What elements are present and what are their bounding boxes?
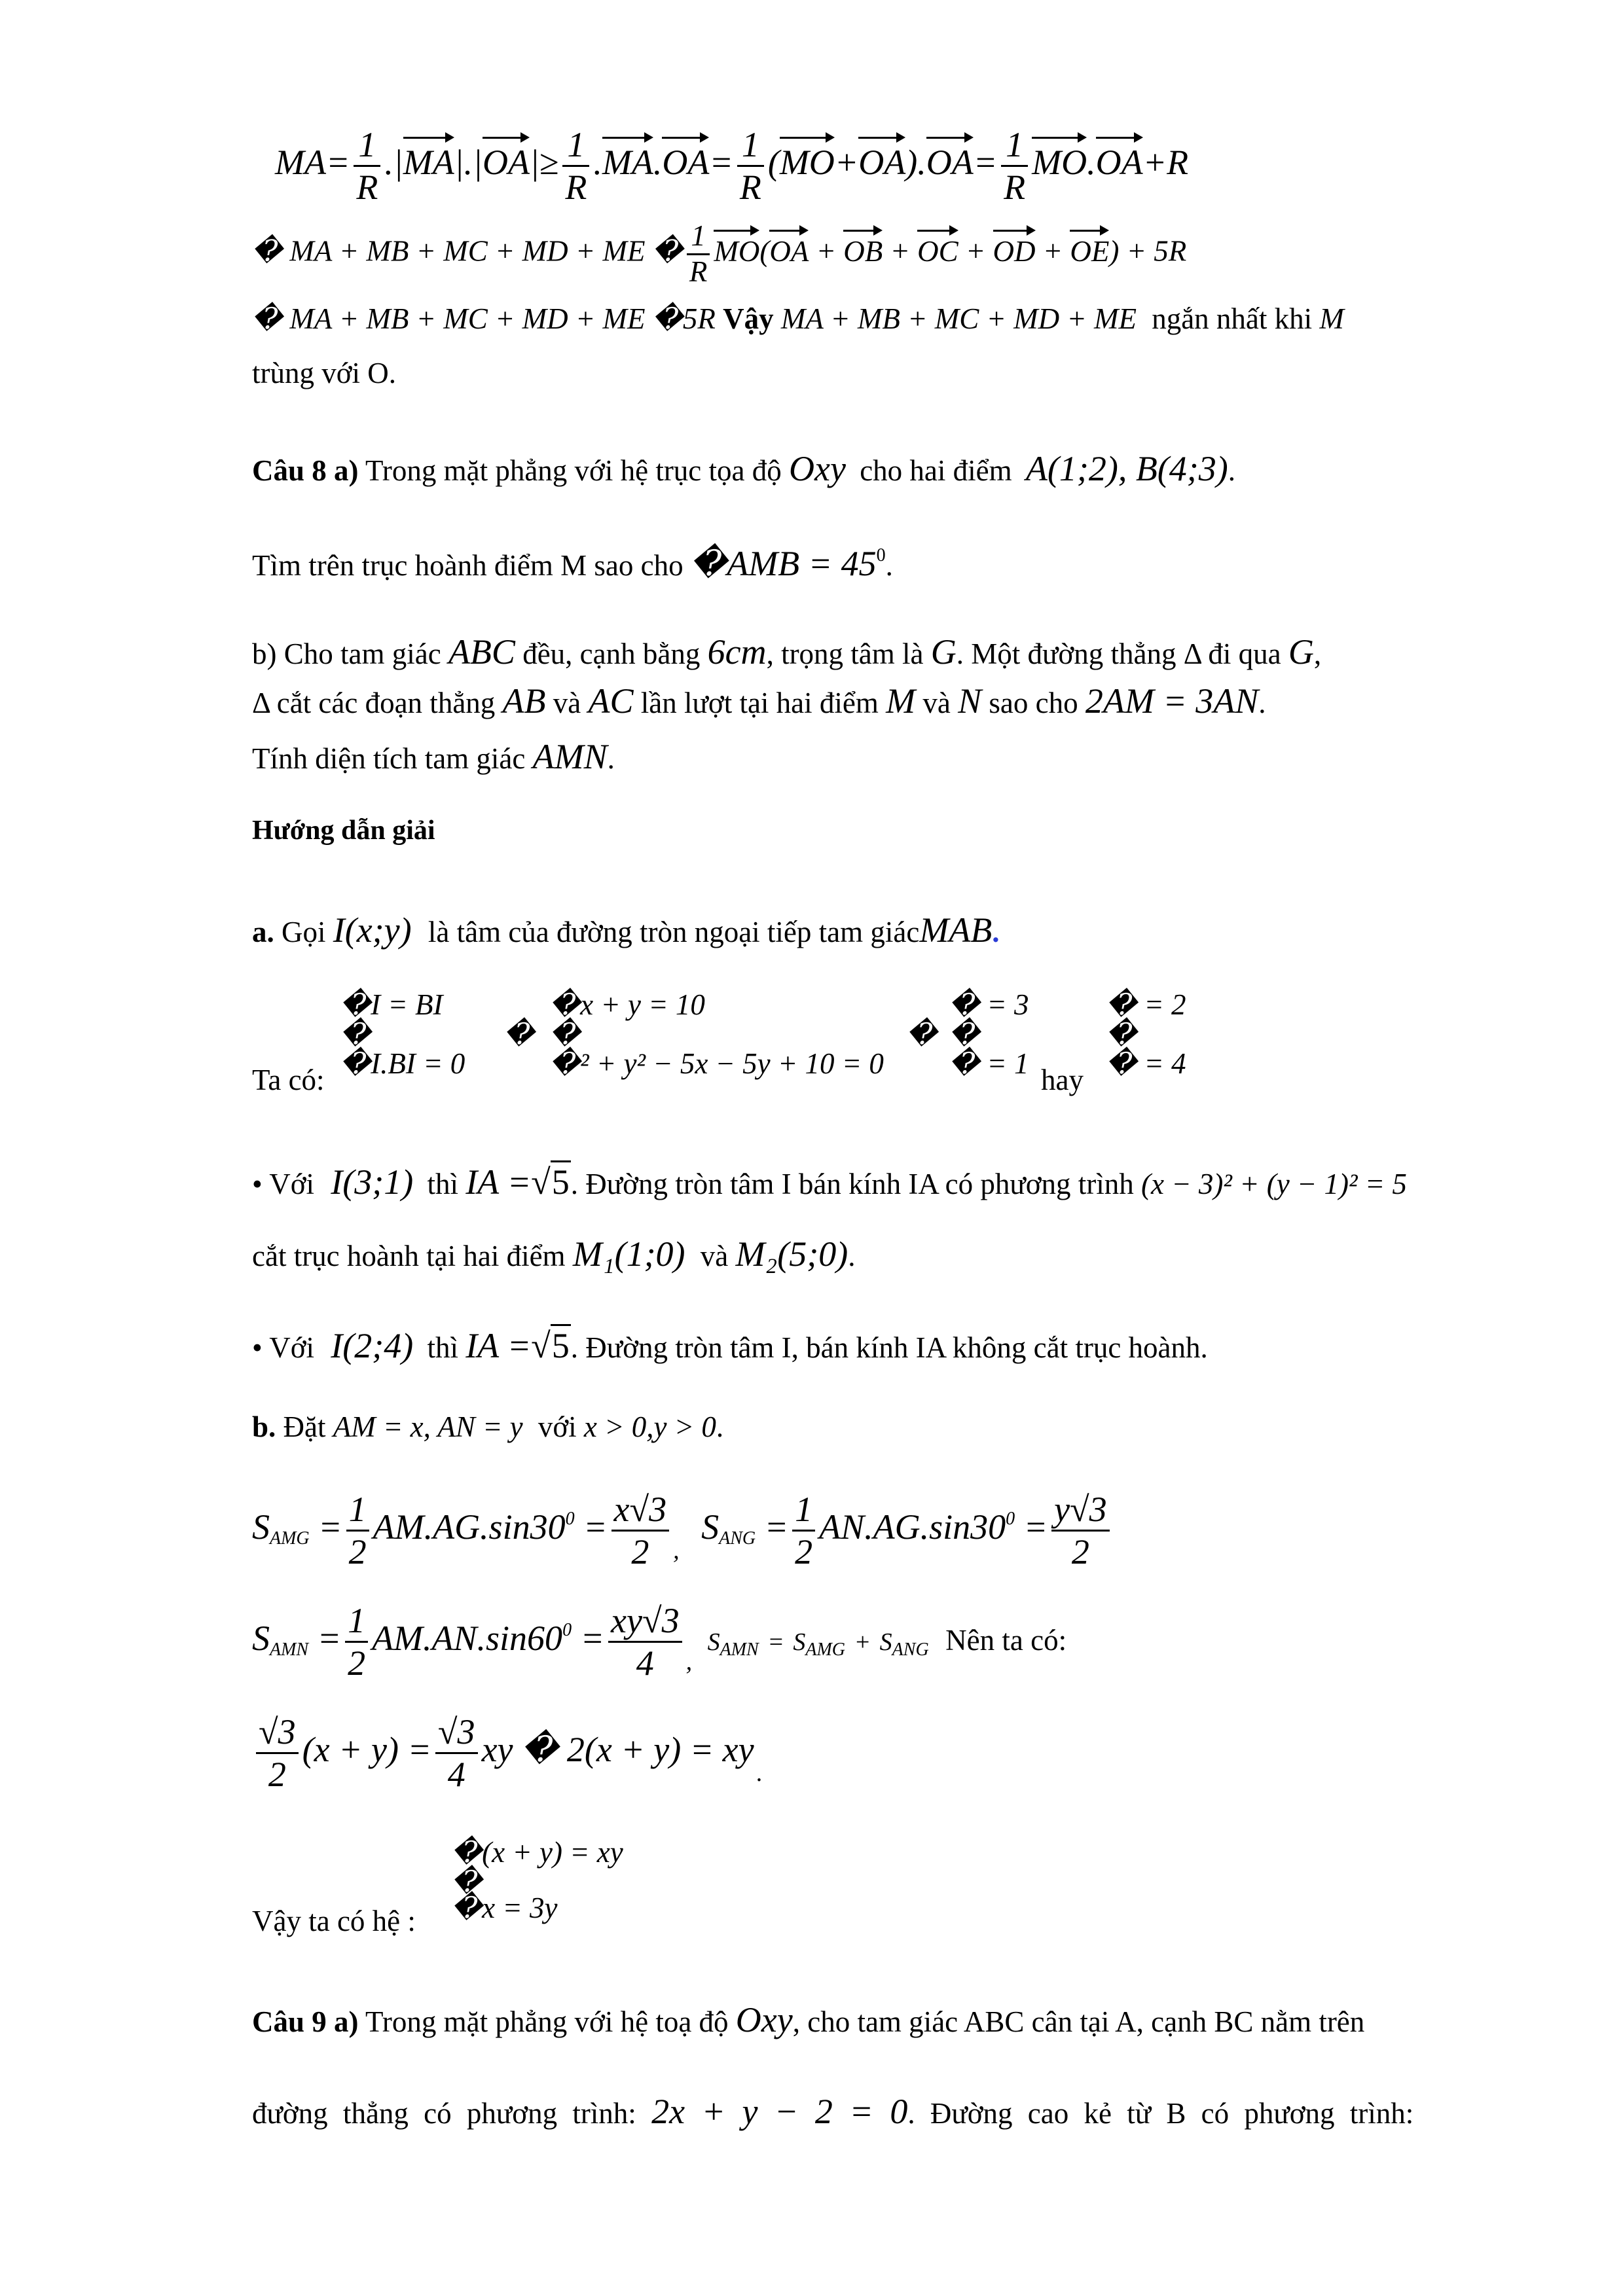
solution-a-intro: a. Gọi I(x;y) là tâm của đường tròn ngoại tiếp tam giácMAB. [252,910,1000,950]
eq-line-2: � MA + MB + MC + MD + ME � $\frac{1}{R}$ MO(OA + OB + OC + OD + OE) + 5R [252,219,1187,288]
question-9a: Câu 9 a) Trong mặt phẳng với hệ toạ độ Oxy, cho tam giác ABC cân tại A, cạnh BC nằm trên [252,2000,1365,2039]
eq-line-1: MA= $\frac{1}{R}$ .|MA|.|OA|≥ $\frac{1}{R}$ .MA.OA= $\frac{1}{R}$ (MO+OA).OA= $\frac{1}{R}$ MO.OA+R [275,125,1189,207]
question-8a: Câu 8 a) Trong mặt phẳng với hệ trục tọa độ Oxy cho hai điểm A(1;2), B(4;3). [252,449,1236,488]
question-8a-find: Tìm trên trục hoành điểm M sao cho �AMB = $45^0$. [252,544,893,583]
case-1-intersections: cắt trục hoành tại hai điểm M₁(1;0) và M₂(5;0). [252,1234,856,1274]
question-8b-line-2: Δ cắt các đoạn thẳng AB và AC lần lượt tại hai điểm M và N sao cho 2AM = 3AN. [252,681,1266,721]
question-8b-line-3: Tính diện tích tam giác AMN. [252,737,615,776]
eq-line-3: � MA + MB + MC + MD + ME �5R Vậy MA + MB + MC + MD + ME ngắn nhất khi M [252,302,1344,335]
area-formulas-2: $S_{AMN}$ = $\frac{1}{2}$ $AM.AN.\sin 60^0$ = $\frac{xy√3}{4}$ $_,$ $S_{AMN} = S_{AMG} + S_{ANG}$ Nên ta có: [252,1601,1067,1683]
equation-derivation: $\frac{√3}{2}$ (x + y) = $\frac{√3}{4}$ xy � $2(x + y) = xy_.$ [252,1712,763,1795]
solution-heading: Hướng dẫn giải [252,816,435,846]
case-2: • Với I(2;4) thì IA =√5. Đường tròn tâm I, bán kính IA không cắt trục hoành. [252,1325,1208,1366]
area-formulas-1: $S_{AMG}$ = $\frac{1}{2}$ $AM.AG.\sin 30^0$ = $\frac{x√3}{2}$ $_,$ $S_{ANG}$ = $\frac{1}{2}$ $AN.AG.\sin 30^0$ = $\frac{y√3}{2}$ [252,1489,1114,1572]
vector-oa: OA [483,134,530,183]
vector-ma: MA [403,134,454,183]
question-8b-line-1: b) Cho tam giác ABC đều, cạnh bằng 6cm, trọng tâm là G. Một đường thẳng Δ đi qua G, [252,632,1322,672]
question-9a-line-2: đường thẳng có phương trình: 2x + y − 2 = 0. Đường cao kẻ từ B có phương trình: [252,2092,1414,2131]
text-line-4: trùng với O. [252,357,397,389]
case-1: • Với I(3;1) thì IA =√5. Đường tròn tâm I bán kính IA có phương trình (x − 3)² + (y − 1)² = 5 [252,1162,1407,1202]
solution-b-intro: b. Đặt AM = x, AN = y với x > 0,y > 0. [252,1410,724,1443]
